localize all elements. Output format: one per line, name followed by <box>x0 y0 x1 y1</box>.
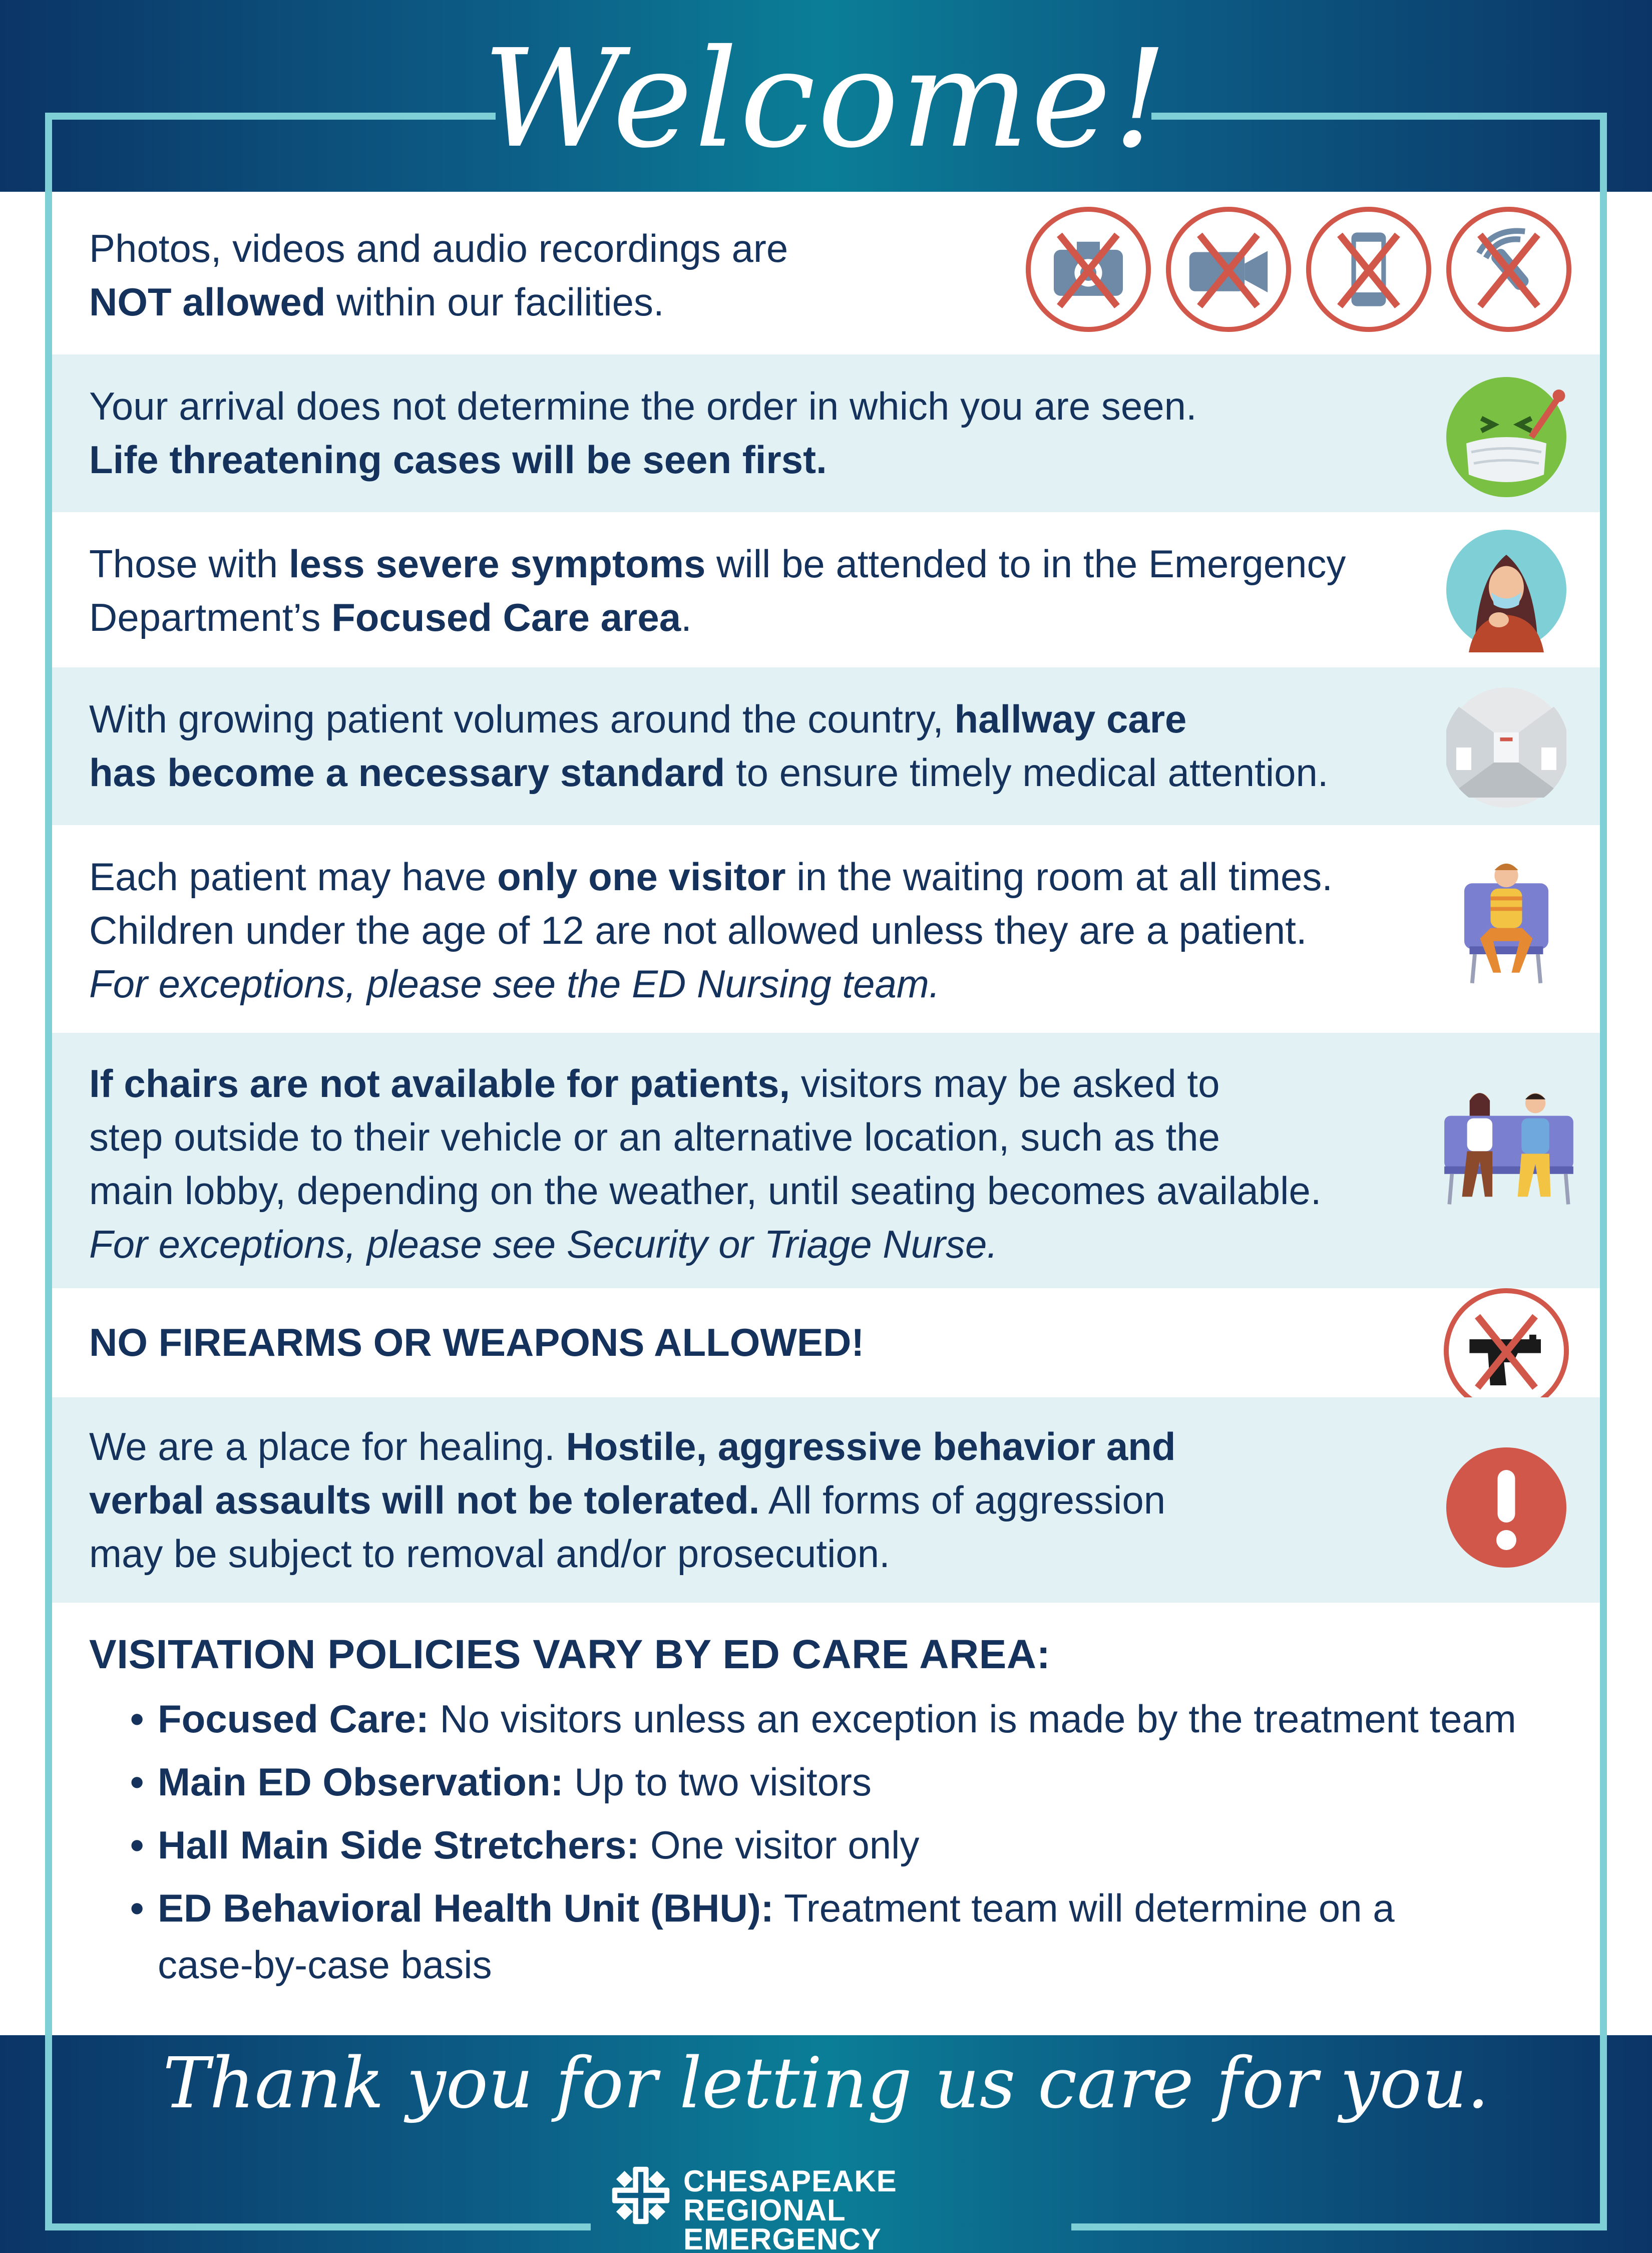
visitation-policies-title: VISITATION POLICIES VARY BY ED CARE AREA: <box>89 1632 1051 1677</box>
rule-text-firearms: NO FIREARMS OR WEAPONS ALLOWED! <box>89 1320 865 1364</box>
warning-exclamation-icon <box>1444 1445 1569 1570</box>
seated-visitor-icon <box>1454 855 1559 990</box>
policy-item-bhu: • ED Behavioral Health Unit (BHU): Treatment team will determine on a case-by-case basis <box>130 1886 1395 1987</box>
rule-row-symptoms <box>52 512 1600 667</box>
frame-left <box>45 113 52 2230</box>
sick-mask-face-icon <box>1444 374 1569 500</box>
rule-row-chairs <box>52 1033 1600 1288</box>
welcome-title: Welcome! <box>483 20 1169 178</box>
rule-text-one-visitor: Each patient may have only one visitor in the waiting room at all times. Children under the age of 12 are not allowed unless they are a patient. For exceptions, please see the ED Nursing team. <box>89 855 1333 1006</box>
logo-text: CHESAPEAKE REGIONAL EMERGENCY <box>683 2164 897 2253</box>
no-video-camera-icon <box>1166 207 1291 332</box>
rule-line: NOT allowed within our facilities. <box>89 280 664 324</box>
rule-text-symptoms: Those with less severe symptoms will be attended to in the Emergency Department’s Focused Care area. <box>89 542 1346 639</box>
visitation-policies-list <box>130 1687 1582 1990</box>
rule-row-behavior <box>52 1397 1600 1603</box>
no-firearms-icon <box>1444 1288 1569 1413</box>
two-seated-visitors-icon <box>1439 1088 1579 1208</box>
rule-row-one-visitor <box>52 825 1600 1033</box>
coughing-woman-icon <box>1444 527 1569 652</box>
thank-you-tagline: Thank you for letting us care for you. <box>163 2043 1489 2124</box>
rule-line: Photos, videos and audio recordings are <box>89 226 788 270</box>
no-microphone-icon <box>1446 207 1571 332</box>
rule-row-arrival <box>52 354 1600 512</box>
rule-text-arrival: Your arrival does not determine the order in which you are seen. Life threatening cases will be seen first. <box>89 384 1197 482</box>
policy-item-hall-main-side: • Hall Main Side Stretchers: One visitor only <box>130 1823 920 1867</box>
rule-row-firearms <box>52 1288 1600 1397</box>
no-camera-icon <box>1026 207 1151 332</box>
rule-text-chairs: If chairs are not available for patients, visitors may be asked to step outside to their vehicle or an alternative location, such as the main lobby, depending on the weather, until seating becomes available. For exceptions, please see Security or Triage Nurse. <box>89 1061 1322 1266</box>
policy-item-main-ed-observation: • Main ED Observation: Up to two visitors <box>130 1760 872 1804</box>
rule-row-photos <box>52 192 1600 354</box>
chesapeake-logo <box>608 2163 1059 2253</box>
rule-text-hallway: With growing patient volumes around the country, hallway care has become a necessary standard to ensure timely medical attention. <box>89 697 1329 795</box>
hospital-hallway-icon <box>1444 685 1569 810</box>
rule-row-hallway <box>52 667 1600 825</box>
frame-right <box>1600 113 1607 2230</box>
no-phone-icon <box>1306 207 1431 332</box>
policy-item-focused-care: • Focused Care: No visitors unless an exception is made by the treatment team <box>130 1697 1516 1741</box>
rule-text-photos <box>89 222 1040 329</box>
rule-text-behavior: We are a place for healing. Hostile, aggressive behavior and verbal assaults will not be tolerated. All forms of aggression may be subject to removal and/or prosecution. <box>89 1424 1176 1576</box>
chesapeake-cross-icon <box>608 2163 673 2228</box>
